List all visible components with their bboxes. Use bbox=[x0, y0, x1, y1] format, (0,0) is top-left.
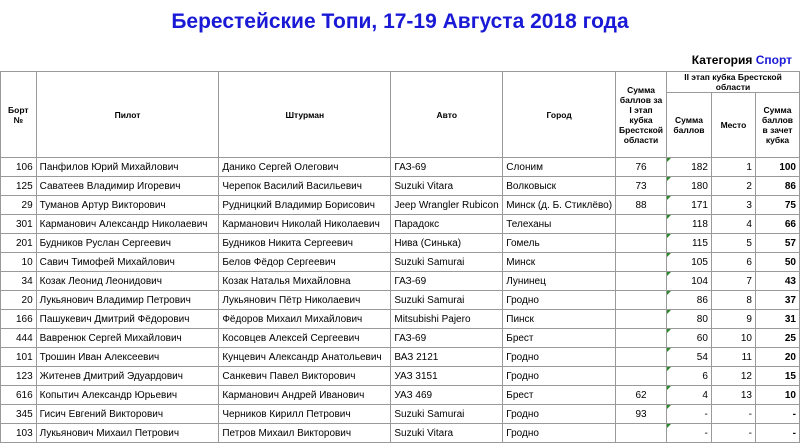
place-cell: 6 bbox=[711, 253, 755, 272]
pilot-cell: Житенев Дмитрий Эдуардович bbox=[36, 367, 219, 386]
navigator-cell: Черепок Василий Васильевич bbox=[219, 177, 391, 196]
place-cell: 7 bbox=[711, 272, 755, 291]
pilot-cell: Панфилов Юрий Михайлович bbox=[36, 158, 219, 177]
total-cell: 20 bbox=[755, 348, 799, 367]
total-cell: 66 bbox=[755, 215, 799, 234]
stage1-cell bbox=[616, 272, 667, 291]
auto-cell: Jeep Wrangler Rubicon bbox=[391, 196, 503, 215]
pilot-cell: Савич Тимофей Михайлович bbox=[36, 253, 219, 272]
header-bort: Борт № bbox=[1, 72, 37, 158]
table-row bbox=[1, 234, 800, 253]
place-cell: 13 bbox=[711, 386, 755, 405]
stage1-cell bbox=[616, 291, 667, 310]
bort-cell: 103 bbox=[1, 424, 37, 443]
header-navigator: Штурман bbox=[219, 72, 391, 158]
total-cell: 31 bbox=[755, 310, 799, 329]
pilot-cell: Будников Руслан Сергеевич bbox=[36, 234, 219, 253]
place-cell: 3 bbox=[711, 196, 755, 215]
auto-cell: Suzuki Vitara bbox=[391, 424, 503, 443]
table-row bbox=[1, 310, 800, 329]
stage1-cell: 88 bbox=[616, 196, 667, 215]
stage2-sum-cell: 54 bbox=[667, 348, 712, 367]
table-row bbox=[1, 329, 800, 348]
navigator-cell: Карманович Николай Николаевич bbox=[219, 215, 391, 234]
header-stage2-sum: Сумма баллов bbox=[667, 93, 712, 158]
stage2-sum-cell: 105 bbox=[667, 253, 712, 272]
stage1-cell: 93 bbox=[616, 405, 667, 424]
header-stage1: Сумма баллов за I этап кубка Брестской области bbox=[616, 72, 667, 158]
pilot-cell: Туманов Артур Викторович bbox=[36, 196, 219, 215]
city-cell: Волковыск bbox=[503, 177, 616, 196]
pilot-cell: Гисич Евгений Викторович bbox=[36, 405, 219, 424]
city-cell: Гродно bbox=[503, 291, 616, 310]
bort-cell: 101 bbox=[1, 348, 37, 367]
stage2-sum-cell: - bbox=[667, 405, 712, 424]
navigator-cell: Лукьянович Пётр Николаевич bbox=[219, 291, 391, 310]
bort-cell: 125 bbox=[1, 177, 37, 196]
navigator-cell: Кунцевич Александр Анатольевич bbox=[219, 348, 391, 367]
place-cell: 11 bbox=[711, 348, 755, 367]
stage1-cell: 73 bbox=[616, 177, 667, 196]
header-stage2: II этап кубка Брестской области bbox=[667, 72, 800, 93]
category-value: Спорт bbox=[755, 53, 792, 67]
header-auto: Авто bbox=[391, 72, 503, 158]
city-cell: Гомель bbox=[503, 234, 616, 253]
auto-cell: УАЗ 3151 bbox=[391, 367, 503, 386]
header-total: Сумма баллов в зачет кубка bbox=[755, 93, 799, 158]
place-cell: 10 bbox=[711, 329, 755, 348]
auto-cell: Парадокс bbox=[391, 215, 503, 234]
place-cell: - bbox=[711, 424, 755, 443]
bort-cell: 301 bbox=[1, 215, 37, 234]
bort-cell: 34 bbox=[1, 272, 37, 291]
navigator-cell: Петров Михаил Викторович bbox=[219, 424, 391, 443]
place-cell: 12 bbox=[711, 367, 755, 386]
navigator-cell: Будников Никита Сергеевич bbox=[219, 234, 391, 253]
results-table bbox=[0, 71, 800, 443]
auto-cell: УАЗ 469 bbox=[391, 386, 503, 405]
place-cell: 9 bbox=[711, 310, 755, 329]
header-pilot: Пилот bbox=[36, 72, 219, 158]
stage1-cell bbox=[616, 310, 667, 329]
place-cell: 1 bbox=[711, 158, 755, 177]
stage1-cell bbox=[616, 253, 667, 272]
total-cell: 57 bbox=[755, 234, 799, 253]
city-cell: Минск bbox=[503, 253, 616, 272]
table-row bbox=[1, 424, 800, 443]
stage2-sum-cell: 6 bbox=[667, 367, 712, 386]
place-cell: 2 bbox=[711, 177, 755, 196]
place-cell: 4 bbox=[711, 215, 755, 234]
bort-cell: 10 bbox=[1, 253, 37, 272]
table-row bbox=[1, 215, 800, 234]
table-row bbox=[1, 177, 800, 196]
pilot-cell: Копытич Александр Юрьевич bbox=[36, 386, 219, 405]
bort-cell: 29 bbox=[1, 196, 37, 215]
stage1-cell bbox=[616, 234, 667, 253]
stage2-sum-cell: 86 bbox=[667, 291, 712, 310]
bort-cell: 166 bbox=[1, 310, 37, 329]
city-cell: Гродно bbox=[503, 405, 616, 424]
auto-cell: Mitsubishi Pajero bbox=[391, 310, 503, 329]
pilot-cell: Трошин Иван Алексеевич bbox=[36, 348, 219, 367]
city-cell: Брест bbox=[503, 386, 616, 405]
stage2-sum-cell: 180 bbox=[667, 177, 712, 196]
bort-cell: 106 bbox=[1, 158, 37, 177]
bort-cell: 20 bbox=[1, 291, 37, 310]
total-cell: 100 bbox=[755, 158, 799, 177]
stage2-sum-cell: 171 bbox=[667, 196, 712, 215]
city-cell: Гродно bbox=[503, 424, 616, 443]
page-title: Берестейские Топи, 17-19 Августа 2018 года bbox=[171, 10, 629, 33]
navigator-cell: Фёдоров Михаил Михайлович bbox=[219, 310, 391, 329]
stage2-sum-cell: 80 bbox=[667, 310, 712, 329]
auto-cell: Suzuki Samurai bbox=[391, 291, 503, 310]
city-cell: Слоним bbox=[503, 158, 616, 177]
table-row bbox=[1, 348, 800, 367]
table-row bbox=[1, 291, 800, 310]
city-cell: Гродно bbox=[503, 348, 616, 367]
bort-cell: 201 bbox=[1, 234, 37, 253]
total-cell: 15 bbox=[755, 367, 799, 386]
auto-cell: Нива (Синька) bbox=[391, 234, 503, 253]
auto-cell: ГАЗ-69 bbox=[391, 329, 503, 348]
table-row bbox=[1, 405, 800, 424]
stage2-sum-cell: 4 bbox=[667, 386, 712, 405]
bort-cell: 123 bbox=[1, 367, 37, 386]
bort-cell: 616 bbox=[1, 386, 37, 405]
city-cell: Гродно bbox=[503, 367, 616, 386]
total-cell: 10 bbox=[755, 386, 799, 405]
stage2-sum-cell: 182 bbox=[667, 158, 712, 177]
city-cell: Телеханы bbox=[503, 215, 616, 234]
category-label bbox=[692, 53, 792, 67]
pilot-cell: Саватеев Владимир Игоревич bbox=[36, 177, 219, 196]
table-row bbox=[1, 386, 800, 405]
city-cell: Брест bbox=[503, 329, 616, 348]
total-cell: 86 bbox=[755, 177, 799, 196]
bort-cell: 444 bbox=[1, 329, 37, 348]
stage2-sum-cell: 104 bbox=[667, 272, 712, 291]
navigator-cell: Козак Наталья Михайловна bbox=[219, 272, 391, 291]
stage1-cell: 76 bbox=[616, 158, 667, 177]
stage2-sum-cell: 115 bbox=[667, 234, 712, 253]
navigator-cell: Белов Фёдор Сергеевич bbox=[219, 253, 391, 272]
place-cell: 8 bbox=[711, 291, 755, 310]
stage1-cell bbox=[616, 367, 667, 386]
city-cell: Минск (д. Б. Стиклёво) bbox=[503, 196, 616, 215]
table-row bbox=[1, 272, 800, 291]
auto-cell: Suzuki Samurai bbox=[391, 253, 503, 272]
place-cell: 5 bbox=[711, 234, 755, 253]
navigator-cell: Косовцев Алексей Сергеевич bbox=[219, 329, 391, 348]
auto-cell: ГАЗ-69 bbox=[391, 272, 503, 291]
pilot-cell: Пашукевич Дмитрий Фёдорович bbox=[36, 310, 219, 329]
stage2-sum-cell: 118 bbox=[667, 215, 712, 234]
stage1-cell bbox=[616, 424, 667, 443]
total-cell: 43 bbox=[755, 272, 799, 291]
category-caption: Категория bbox=[691, 53, 753, 67]
total-cell: 50 bbox=[755, 253, 799, 272]
auto-cell: ВАЗ 2121 bbox=[391, 348, 503, 367]
auto-cell: Suzuki Samurai bbox=[391, 405, 503, 424]
stage1-cell: 62 bbox=[616, 386, 667, 405]
stage1-cell bbox=[616, 215, 667, 234]
total-cell: 37 bbox=[755, 291, 799, 310]
pilot-cell: Вавренюк Сергей Михайлович bbox=[36, 329, 219, 348]
auto-cell: Suzuki Vitara bbox=[391, 177, 503, 196]
city-cell: Лунинец bbox=[503, 272, 616, 291]
table-row bbox=[1, 367, 800, 386]
navigator-cell: Рудницкий Владимир Борисович bbox=[219, 196, 391, 215]
table-row bbox=[1, 253, 800, 272]
bort-cell: 345 bbox=[1, 405, 37, 424]
navigator-cell: Санкевич Павел Викторович bbox=[219, 367, 391, 386]
header-place: Место bbox=[711, 93, 755, 158]
stage2-sum-cell: - bbox=[667, 424, 712, 443]
total-cell: 75 bbox=[755, 196, 799, 215]
pilot-cell: Лукьянович Михаил Петрович bbox=[36, 424, 219, 443]
total-cell: - bbox=[755, 405, 799, 424]
header-city: Город bbox=[503, 72, 616, 158]
navigator-cell: Данико Сергей Олегович bbox=[219, 158, 391, 177]
stage2-sum-cell: 60 bbox=[667, 329, 712, 348]
table-row bbox=[1, 158, 800, 177]
navigator-cell: Черников Кирилл Петрович bbox=[219, 405, 391, 424]
place-cell: - bbox=[711, 405, 755, 424]
pilot-cell: Лукьянович Владимир Петрович bbox=[36, 291, 219, 310]
results-body bbox=[1, 158, 800, 443]
table-row bbox=[1, 196, 800, 215]
pilot-cell: Карманович Александр Николаевич bbox=[36, 215, 219, 234]
total-cell: - bbox=[755, 424, 799, 443]
city-cell: Пинск bbox=[503, 310, 616, 329]
pilot-cell: Козак Леонид Леонидович bbox=[36, 272, 219, 291]
stage1-cell bbox=[616, 348, 667, 367]
auto-cell: ГАЗ-69 bbox=[391, 158, 503, 177]
navigator-cell: Карманович Андрей Иванович bbox=[219, 386, 391, 405]
total-cell: 25 bbox=[755, 329, 799, 348]
stage1-cell bbox=[616, 329, 667, 348]
